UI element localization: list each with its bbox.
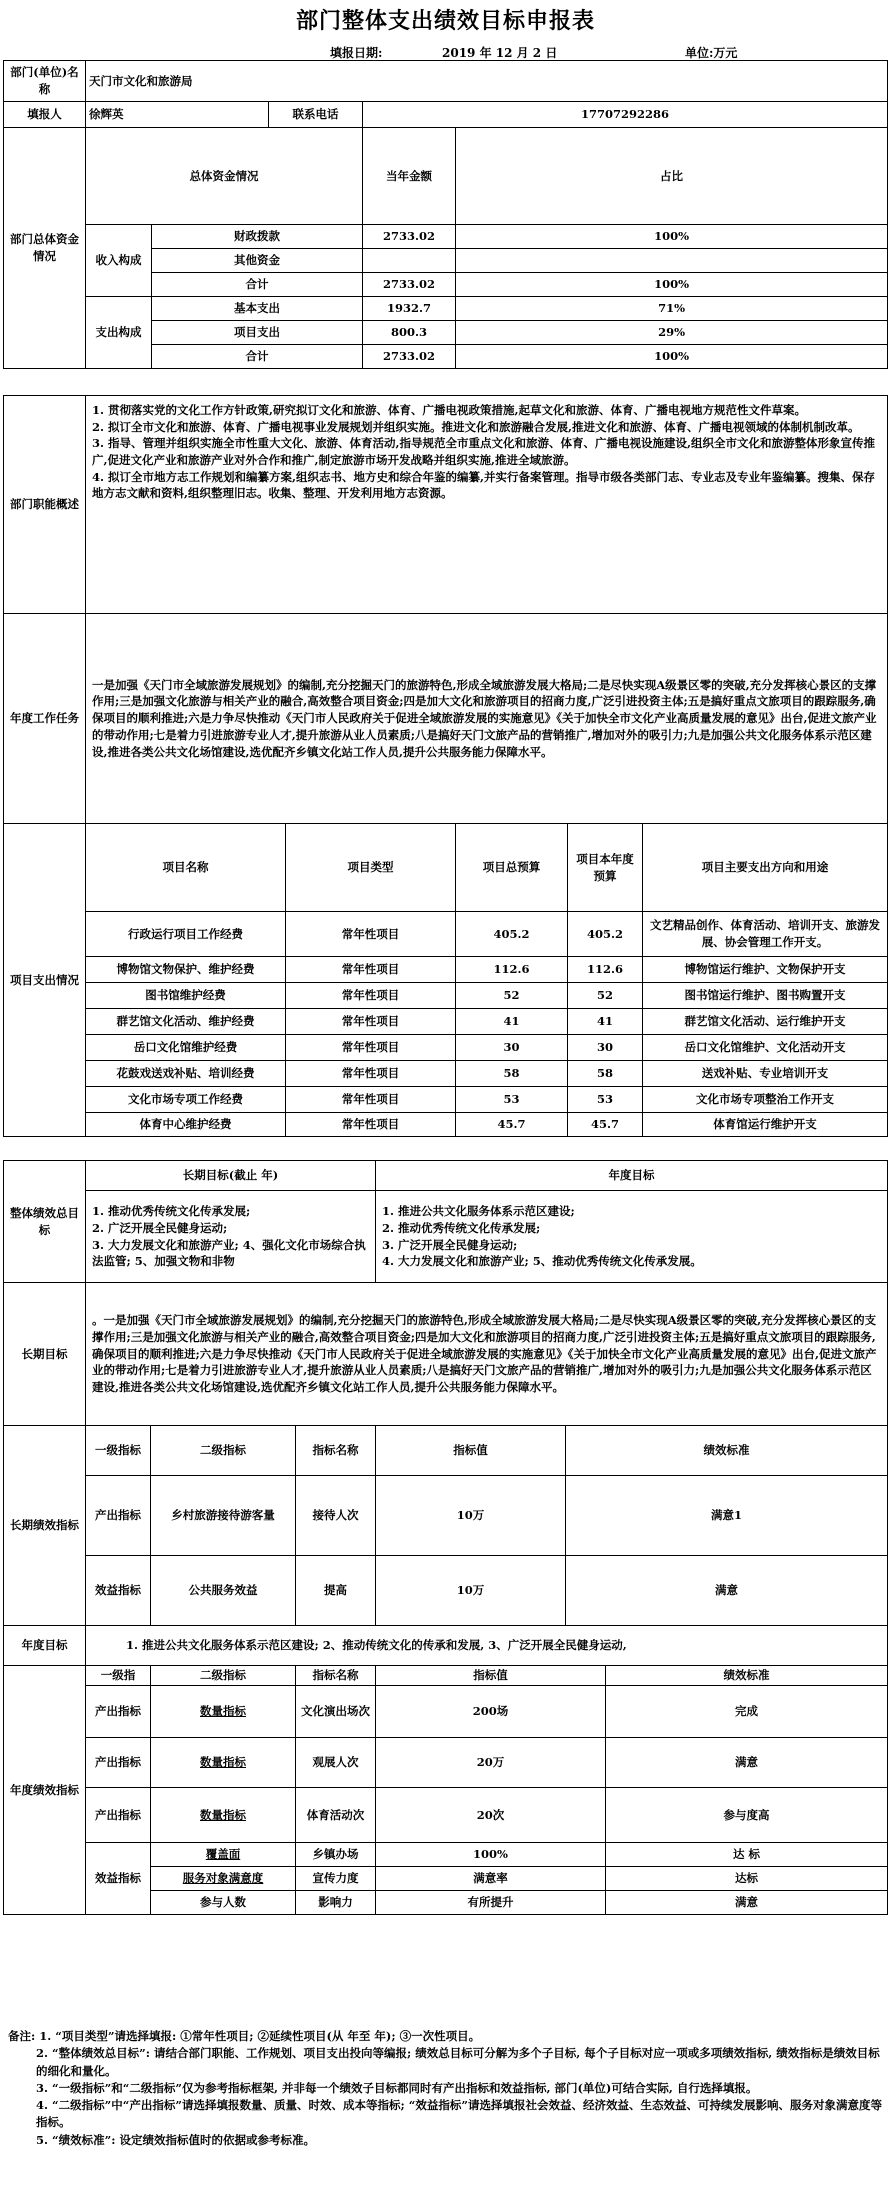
income-total-amount: 2733.02 xyxy=(363,273,456,297)
project-name: 行政运行项目工作经费 xyxy=(86,912,286,957)
long-indicators-table xyxy=(3,1425,888,1666)
indicator-name: 乡镇办场 xyxy=(296,1843,376,1867)
project-total: 41 xyxy=(456,1009,568,1035)
fill-date-value: 2019 年 12 月 2 日 xyxy=(442,46,558,60)
duties-label: 部门职能概述 xyxy=(4,396,86,614)
indicator-value: 有所提升 xyxy=(376,1891,606,1915)
page-title: 部门整体支出绩效目标申报表 xyxy=(295,8,595,34)
ratio-header: 占比 xyxy=(456,128,888,225)
annual-goal-text: 1. 推进公共文化服务体系示范区建设; 2、推动传统文化的传承和发展, 3、广泛开展全民健身运动, xyxy=(86,1626,888,1666)
amount-header: 当年金额 xyxy=(363,128,456,225)
project-total: 53 xyxy=(456,1087,568,1113)
reporter-label: 填报人 xyxy=(4,102,86,128)
indicator-level2: 服务对象满意度 xyxy=(151,1867,296,1891)
annual-goal-header: 年度目标 xyxy=(376,1161,888,1191)
indicator-standard: 满意 xyxy=(606,1891,888,1915)
project-name: 文化市场专项工作经费 xyxy=(86,1087,286,1113)
annual-indicators-header: 二级指标 xyxy=(151,1666,296,1686)
projects-label: 项目支出情况 xyxy=(4,824,86,1137)
output-indicator-label: 产出指标 xyxy=(86,1738,151,1788)
indicator-level2: 数量指标 xyxy=(151,1738,296,1788)
expense-total-name: 合计 xyxy=(152,345,363,369)
project-type: 常年性项目 xyxy=(286,1061,456,1087)
project-row xyxy=(4,957,888,983)
indicator-name: 文化演出场次 xyxy=(296,1686,376,1738)
annual-goal-summary: 1. 推进公共文化服务体系示范区建设; 2. 推动优秀传统文化传承发展; 3. 广泛开展全民健身运动; 4. 大力发展文化和旅游产业; 5、推动优秀传统文化传承发展。 xyxy=(376,1191,888,1283)
project-type: 常年性项目 xyxy=(286,1009,456,1035)
income-label: 收入构成 xyxy=(86,225,152,297)
long-indicators-header: 绩效标准 xyxy=(566,1426,888,1476)
note-line: 2. “整体绩效总目标”: 请结合部门职能、工作规划、项目支出投向等编报; 绩效总目标可分解为多个子目标, 每个子目标对应一项或多项绩效指标, 绩效指标是绩效目标的细化和量化。 xyxy=(36,2046,880,2078)
indicator-standard: 满意1 xyxy=(566,1476,888,1556)
unit-label: 单位:万元 xyxy=(685,46,738,60)
income-item-amount xyxy=(363,249,456,273)
long-goal-summary: 1. 推动优秀传统文化传承发展; 2. 广泛开展全民健身运动; 3. 大力发展文化和旅游产业; 4、强化文化市场综合执法监管; 5、加强文物和非物 xyxy=(86,1191,376,1283)
dept-name: 天门市文化和旅游局 xyxy=(86,61,888,102)
funds-table xyxy=(3,60,888,369)
income-item-ratio: 100% xyxy=(456,225,888,249)
indicator-value: 20万 xyxy=(376,1738,606,1788)
annual-indicator-row xyxy=(4,1686,888,1738)
long-goal-text: 。一是加强《天门市全域旅游发展规划》的编制,充分挖掘天门的旅游特色,形成全域旅游发展大格局;二是尽快实现A级景区零的突破,充分发挥核心景区的支撑作用;三是加强文化旅游与相关产业的融合,高效整合项目资金;四是加大文化和旅游项目的招商力度,广泛引进投资主体;五是搞好重点文旅项目的跟踪服务,确保项目的顺利推进;六是力争尽快推动《天门市人民政府关于促进全域旅游发展的实施意见》《关于加快全市文化产业高质量发展的意见》出台,促进文旅产业的带动作用;七是着力引进旅游专业人才,提升旅游从业人员素质;八是搞好天门文旅产品的营销推广,增加对外的吸引力;九是加强公共文化服务体系示范区建设,推进各类公共文化场馆建设,选优配齐乡镇文化站工作人员,提升公共服务能力保障水平。 xyxy=(86,1283,888,1426)
project-purpose: 博物馆运行维护、文物保护开支 xyxy=(643,957,888,983)
long-goal-header: 长期目标(截止 年) xyxy=(86,1161,376,1191)
indicator-standard: 完成 xyxy=(606,1686,888,1738)
project-row xyxy=(4,983,888,1009)
fill-date-label: 填报日期: xyxy=(330,46,383,60)
project-row xyxy=(4,912,888,957)
indicator-value: 200场 xyxy=(376,1686,606,1738)
project-total: 405.2 xyxy=(456,912,568,957)
annual-tasks-text: 一是加强《天门市全域旅游发展规划》的编制,充分挖掘天门的旅游特色,形成全域旅游发展大格局;二是尽快实现A级景区零的突破,充分发挥核心景区的支撑作用;三是加强文化旅游与相关产业的融合,高效整合项目资金;四是加大文化和旅游项目的招商力度,广泛引进投资主体;五是搞好重点文旅项目的跟踪服务,确保项目的顺利推进;六是力争尽快推动《天门市人民政府关于促进全域旅游发展的实施意见》《关于加快全市文化产业高质量发展的意见》出台,促进文旅产业的带动作用;七是着力引进旅游专业人才,提升旅游从业人员素质;八是搞好天门文旅产品的营销推广,增加对外的吸引力;九是加强公共文化服务体系示范区建设,推进各类公共文化场馆建设,选优配齐乡镇文化站工作人员,提升公共服务能力保障水平。 xyxy=(86,614,888,824)
phone-value: 17707292286 xyxy=(363,102,888,128)
indicator-level2: 参与人数 xyxy=(151,1891,296,1915)
expense-total-ratio: 100% xyxy=(456,345,888,369)
indicator-name: 宣传力度 xyxy=(296,1867,376,1891)
expense-item-name: 项目支出 xyxy=(152,321,363,345)
project-purpose: 图书馆运行维护、图书购置开支 xyxy=(643,983,888,1009)
indicator-standard: 达 标 xyxy=(606,1843,888,1867)
long-indicators-header: 二级指标 xyxy=(151,1426,296,1476)
indicator-level1: 产出指标 xyxy=(86,1476,151,1556)
annual-indicator-row xyxy=(4,1788,888,1843)
output-indicator-label: 产出指标 xyxy=(86,1686,151,1738)
notes xyxy=(8,2028,884,2149)
duties-text: 1. 贯彻落实党的文化工作方针政策,研究拟订文化和旅游、体育、广播电视政策措施,起草文化和旅游、体育、广播电视地方规范性文件草案。 2. 拟订全市文化和旅游、体育、广播电视事业发展规划并组织实施。推进文化和旅游融合发展,推进文化和旅游、体育、广播电视领域的体制机制改革。 3. 指导、管理并组织实施全市性重大文化、旅游、体育活动,指导规范全市重点文化和旅游、体育、广播电视设施建设,组织全市文化和旅游整体形象宣传推广,促进文化产业和旅游产业对外合作和推广,制定旅游市场开发战略并组织实施,推进全域旅游。 4. 拟订全市地方志工作规划和编纂方案,组织志书、地方史和综合年鉴的编纂,并实行备案管理。指导市级各类部门志、专业志及专业年鉴编纂。搜集、保存地方志文献和资料,组织整理旧志。收集、整理、开发利用地方志资源。 xyxy=(86,396,888,614)
long-indicators-header: 指标值 xyxy=(376,1426,566,1476)
expense-item-amount: 800.3 xyxy=(363,321,456,345)
indicator-name: 影响力 xyxy=(296,1891,376,1915)
project-purpose: 群艺馆文化活动、运行维护开支 xyxy=(643,1009,888,1035)
note-line: 3. “一级指标”和“二级指标”仅为参考指标框架, 并非每一个绩效子目标都同时有产出指标和效益指标, 部门(单位)可结合实际, 自行选择填报。 xyxy=(36,2080,758,2095)
project-purpose: 文艺精品创作、体育活动、培训开支、旅游发展、协会管理工作开支。 xyxy=(643,912,888,957)
project-purpose: 送戏补贴、专业培训开支 xyxy=(643,1061,888,1087)
output-indicator-label: 产出指标 xyxy=(86,1788,151,1843)
benefit-indicator-label: 效益指标 xyxy=(86,1843,151,1915)
indicator-level2: 数量指标 xyxy=(151,1788,296,1843)
project-total: 58 xyxy=(456,1061,568,1087)
indicator-name: 体育活动次 xyxy=(296,1788,376,1843)
project-type: 常年性项目 xyxy=(286,1035,456,1061)
project-total: 112.6 xyxy=(456,957,568,983)
project-total: 45.7 xyxy=(456,1113,568,1137)
indicator-value: 20次 xyxy=(376,1788,606,1843)
project-name: 花鼓戏送戏补贴、培训经费 xyxy=(86,1061,286,1087)
annual-indicators-header: 指标值 xyxy=(376,1666,606,1686)
projects-table xyxy=(3,823,888,1137)
annual-indicators-header: 指标名称 xyxy=(296,1666,376,1686)
project-type: 常年性项目 xyxy=(286,912,456,957)
project-year: 58 xyxy=(568,1061,643,1087)
project-purpose: 文化市场专项整治工作开支 xyxy=(643,1087,888,1113)
indicator-value: 满意率 xyxy=(376,1867,606,1891)
project-name: 图书馆维护经费 xyxy=(86,983,286,1009)
project-row xyxy=(4,1035,888,1061)
long-indicators-header: 一级指标 xyxy=(86,1426,151,1476)
note-line: 4. “二级指标”中“产出指标”请选择填报数量、质量、时效、成本等指标; “效益指标”请选择填报社会效益、经济效益、生态效益、可持续发展影响、服务对象满意度等指标。 xyxy=(36,2098,882,2130)
expense-item-ratio: 29% xyxy=(456,321,888,345)
project-row xyxy=(4,1087,888,1113)
project-year: 53 xyxy=(568,1087,643,1113)
long-indicator-row xyxy=(4,1556,888,1626)
expense-item-name: 基本支出 xyxy=(152,297,363,321)
overall-funds-label: 总体资金情况 xyxy=(86,128,363,225)
indicator-standard: 满意 xyxy=(566,1556,888,1626)
annual-indicator-row xyxy=(4,1738,888,1788)
project-purpose: 体育馆运行维护开支 xyxy=(643,1113,888,1137)
project-row xyxy=(4,1061,888,1087)
project-type: 常年性项目 xyxy=(286,1113,456,1137)
income-item-name: 其他资金 xyxy=(152,249,363,273)
projects-header-purpose: 项目主要支出方向和用途 xyxy=(643,824,888,912)
income-item-name: 财政拨款 xyxy=(152,225,363,249)
indicator-level1: 效益指标 xyxy=(86,1556,151,1626)
project-name: 岳口文化馆维护经费 xyxy=(86,1035,286,1061)
annual-indicators-label: 年度绩效指标 xyxy=(4,1666,86,1915)
project-year: 41 xyxy=(568,1009,643,1035)
project-total: 30 xyxy=(456,1035,568,1061)
dept-label: 部门(单位)名称 xyxy=(4,61,86,102)
project-name: 群艺馆文化活动、维护经费 xyxy=(86,1009,286,1035)
indicator-value: 10万 xyxy=(376,1556,566,1626)
indicator-level2: 公共服务效益 xyxy=(151,1556,296,1626)
overall-goals-label: 整体绩效总目标 xyxy=(4,1161,86,1283)
funds-section-label: 部门总体资金情况 xyxy=(4,128,86,369)
indicator-level2: 乡村旅游接待游客量 xyxy=(151,1476,296,1556)
expense-item-amount: 1932.7 xyxy=(363,297,456,321)
long-indicators-header: 指标名称 xyxy=(296,1426,376,1476)
project-type: 常年性项目 xyxy=(286,1087,456,1113)
income-total-ratio: 100% xyxy=(456,273,888,297)
indicator-name: 提高 xyxy=(296,1556,376,1626)
project-year: 45.7 xyxy=(568,1113,643,1137)
project-type: 常年性项目 xyxy=(286,983,456,1009)
project-name: 博物馆文物保护、维护经费 xyxy=(86,957,286,983)
annual-indicators-table xyxy=(3,1665,888,1915)
note-line: 备注: 1. “项目类型”请选择填报: ①常年性项目; ②延续性项目(从 年至 年); ③一次性项目。 xyxy=(8,2029,481,2043)
project-total: 52 xyxy=(456,983,568,1009)
project-year: 30 xyxy=(568,1035,643,1061)
indicator-level2: 数量指标 xyxy=(151,1686,296,1738)
annual-indicators-header: 绩效标准 xyxy=(606,1666,888,1686)
reporter-name: 徐辉英 xyxy=(86,102,269,128)
indicator-level2: 覆盖面 xyxy=(151,1843,296,1867)
income-total-name: 合计 xyxy=(152,273,363,297)
indicator-standard: 达标 xyxy=(606,1867,888,1891)
project-purpose: 岳口文化馆维护、文化活动开支 xyxy=(643,1035,888,1061)
note-line: 5. “绩效标准”: 设定绩效指标值时的依据或参考标准。 xyxy=(36,2132,315,2147)
expense-total-amount: 2733.02 xyxy=(363,345,456,369)
income-item-amount: 2733.02 xyxy=(363,225,456,249)
annual-tasks-label: 年度工作任务 xyxy=(4,614,86,824)
long-indicator-row xyxy=(4,1476,888,1556)
project-year: 405.2 xyxy=(568,912,643,957)
project-row xyxy=(4,1009,888,1035)
annual-indicators-header: 一级指 xyxy=(86,1666,151,1686)
indicator-standard: 满意 xyxy=(606,1738,888,1788)
indicator-value: 10万 xyxy=(376,1476,566,1556)
annual-goal-label: 年度目标 xyxy=(4,1626,86,1666)
project-row xyxy=(4,1113,888,1137)
duties-table xyxy=(3,395,888,824)
indicator-name: 观展人次 xyxy=(296,1738,376,1788)
goals-table xyxy=(3,1160,888,1426)
projects-header-type: 项目类型 xyxy=(286,824,456,912)
income-item-ratio xyxy=(456,249,888,273)
indicator-name: 接待人次 xyxy=(296,1476,376,1556)
indicator-standard: 参与度高 xyxy=(606,1788,888,1843)
expense-label: 支出构成 xyxy=(86,297,152,369)
project-name: 体育中心维护经费 xyxy=(86,1113,286,1137)
projects-header-year: 项目本年度预算 xyxy=(568,824,643,912)
project-type: 常年性项目 xyxy=(286,957,456,983)
indicator-value: 100% xyxy=(376,1843,606,1867)
phone-label: 联系电话 xyxy=(269,102,363,128)
long-goal-label: 长期目标 xyxy=(4,1283,86,1426)
projects-header-name: 项目名称 xyxy=(86,824,286,912)
expense-item-ratio: 71% xyxy=(456,297,888,321)
annual-indicator-row xyxy=(4,1843,888,1867)
project-year: 112.6 xyxy=(568,957,643,983)
long-indicators-label: 长期绩效指标 xyxy=(4,1426,86,1626)
project-year: 52 xyxy=(568,983,643,1009)
projects-header-total: 项目总预算 xyxy=(456,824,568,912)
